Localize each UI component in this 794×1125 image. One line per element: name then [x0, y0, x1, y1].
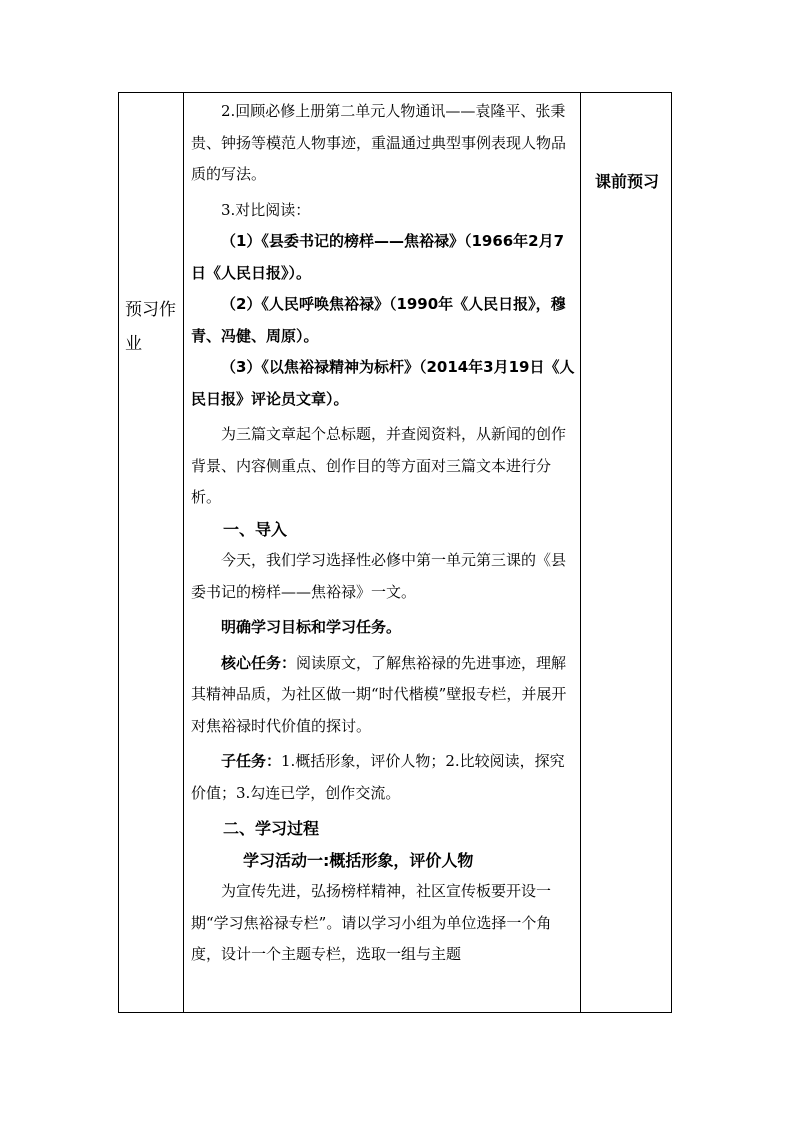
paragraph-sub-tasks: [191, 746, 575, 809]
paragraph-compare-reading: 3.对比阅读：: [221, 200, 311, 219]
paragraph-intro-text: 今天，我们学习选择性必修中第一单元第三课的《县委书记的榜样——焦裕禄》一文。: [191, 551, 567, 601]
paragraph-analysis-task: 为三篇文章起个总标题，并查阅资料，从新闻的创作背景、内容侧重点、创作目的等方面对三篇文本进行分析。: [191, 425, 567, 506]
paragraph-activity-one-text: 为宣传先进，弘扬榜样精神，社区宣传板要开设一期“学习焦裕禄专栏”。请以学习小组为单位选择一个角度，设计一个主题专栏，选取一组与主题: [191, 882, 552, 963]
paragraph-article-2: （2）《人民呼唤焦裕禄》（1990年《人民日报》，穆青、冯健、周原）。: [191, 295, 566, 345]
row-label-preview-homework: 预习作业: [125, 300, 176, 354]
sub-task-label: 子任务：: [221, 752, 282, 770]
paragraph-article-3: （3）《以焦裕禄精神为标杆》（2014年3月19日《人民日报》评论员文章）。: [191, 358, 575, 408]
core-task-text: 阅读原文，了解焦裕禄的先进事迹，理解其精神品质，为社区做一期“时代楷模”壁报专栏，并展开对焦裕禄时代价值的探讨。: [191, 653, 567, 735]
heading-introduction: 一、导入: [223, 519, 288, 539]
column-divider-left: [183, 93, 184, 1012]
paragraph-article-1: （1）《县委书记的榜样——焦裕禄》（1966年2月7日《人民日报》）。: [191, 232, 565, 282]
paragraph-core-task: [191, 648, 575, 743]
paragraph-review: 2.回顾必修上册第二单元人物通讯——袁隆平、张秉贵、钟扬等模范人物事迹，重温通过典型事例表现人物品质的写法。: [191, 102, 567, 183]
paragraph-learning-goals: 明确学习目标和学习任务。: [221, 618, 402, 636]
lesson-content: [191, 96, 575, 971]
core-task-label: 核心任务：: [221, 653, 297, 672]
sub-task-text: 1.概括形象，评价人物；2.比较阅读，探究价值；3.勾连已学，创作交流。: [191, 752, 565, 802]
heading-activity-one: 学习活动一:概括形象，评价人物: [243, 850, 474, 870]
row-label-pre-class-preview: 课前预习: [594, 172, 659, 191]
lesson-table: [118, 92, 672, 1013]
heading-learning-process: 二、学习过程: [223, 819, 320, 838]
column-divider-right: [580, 93, 581, 1012]
